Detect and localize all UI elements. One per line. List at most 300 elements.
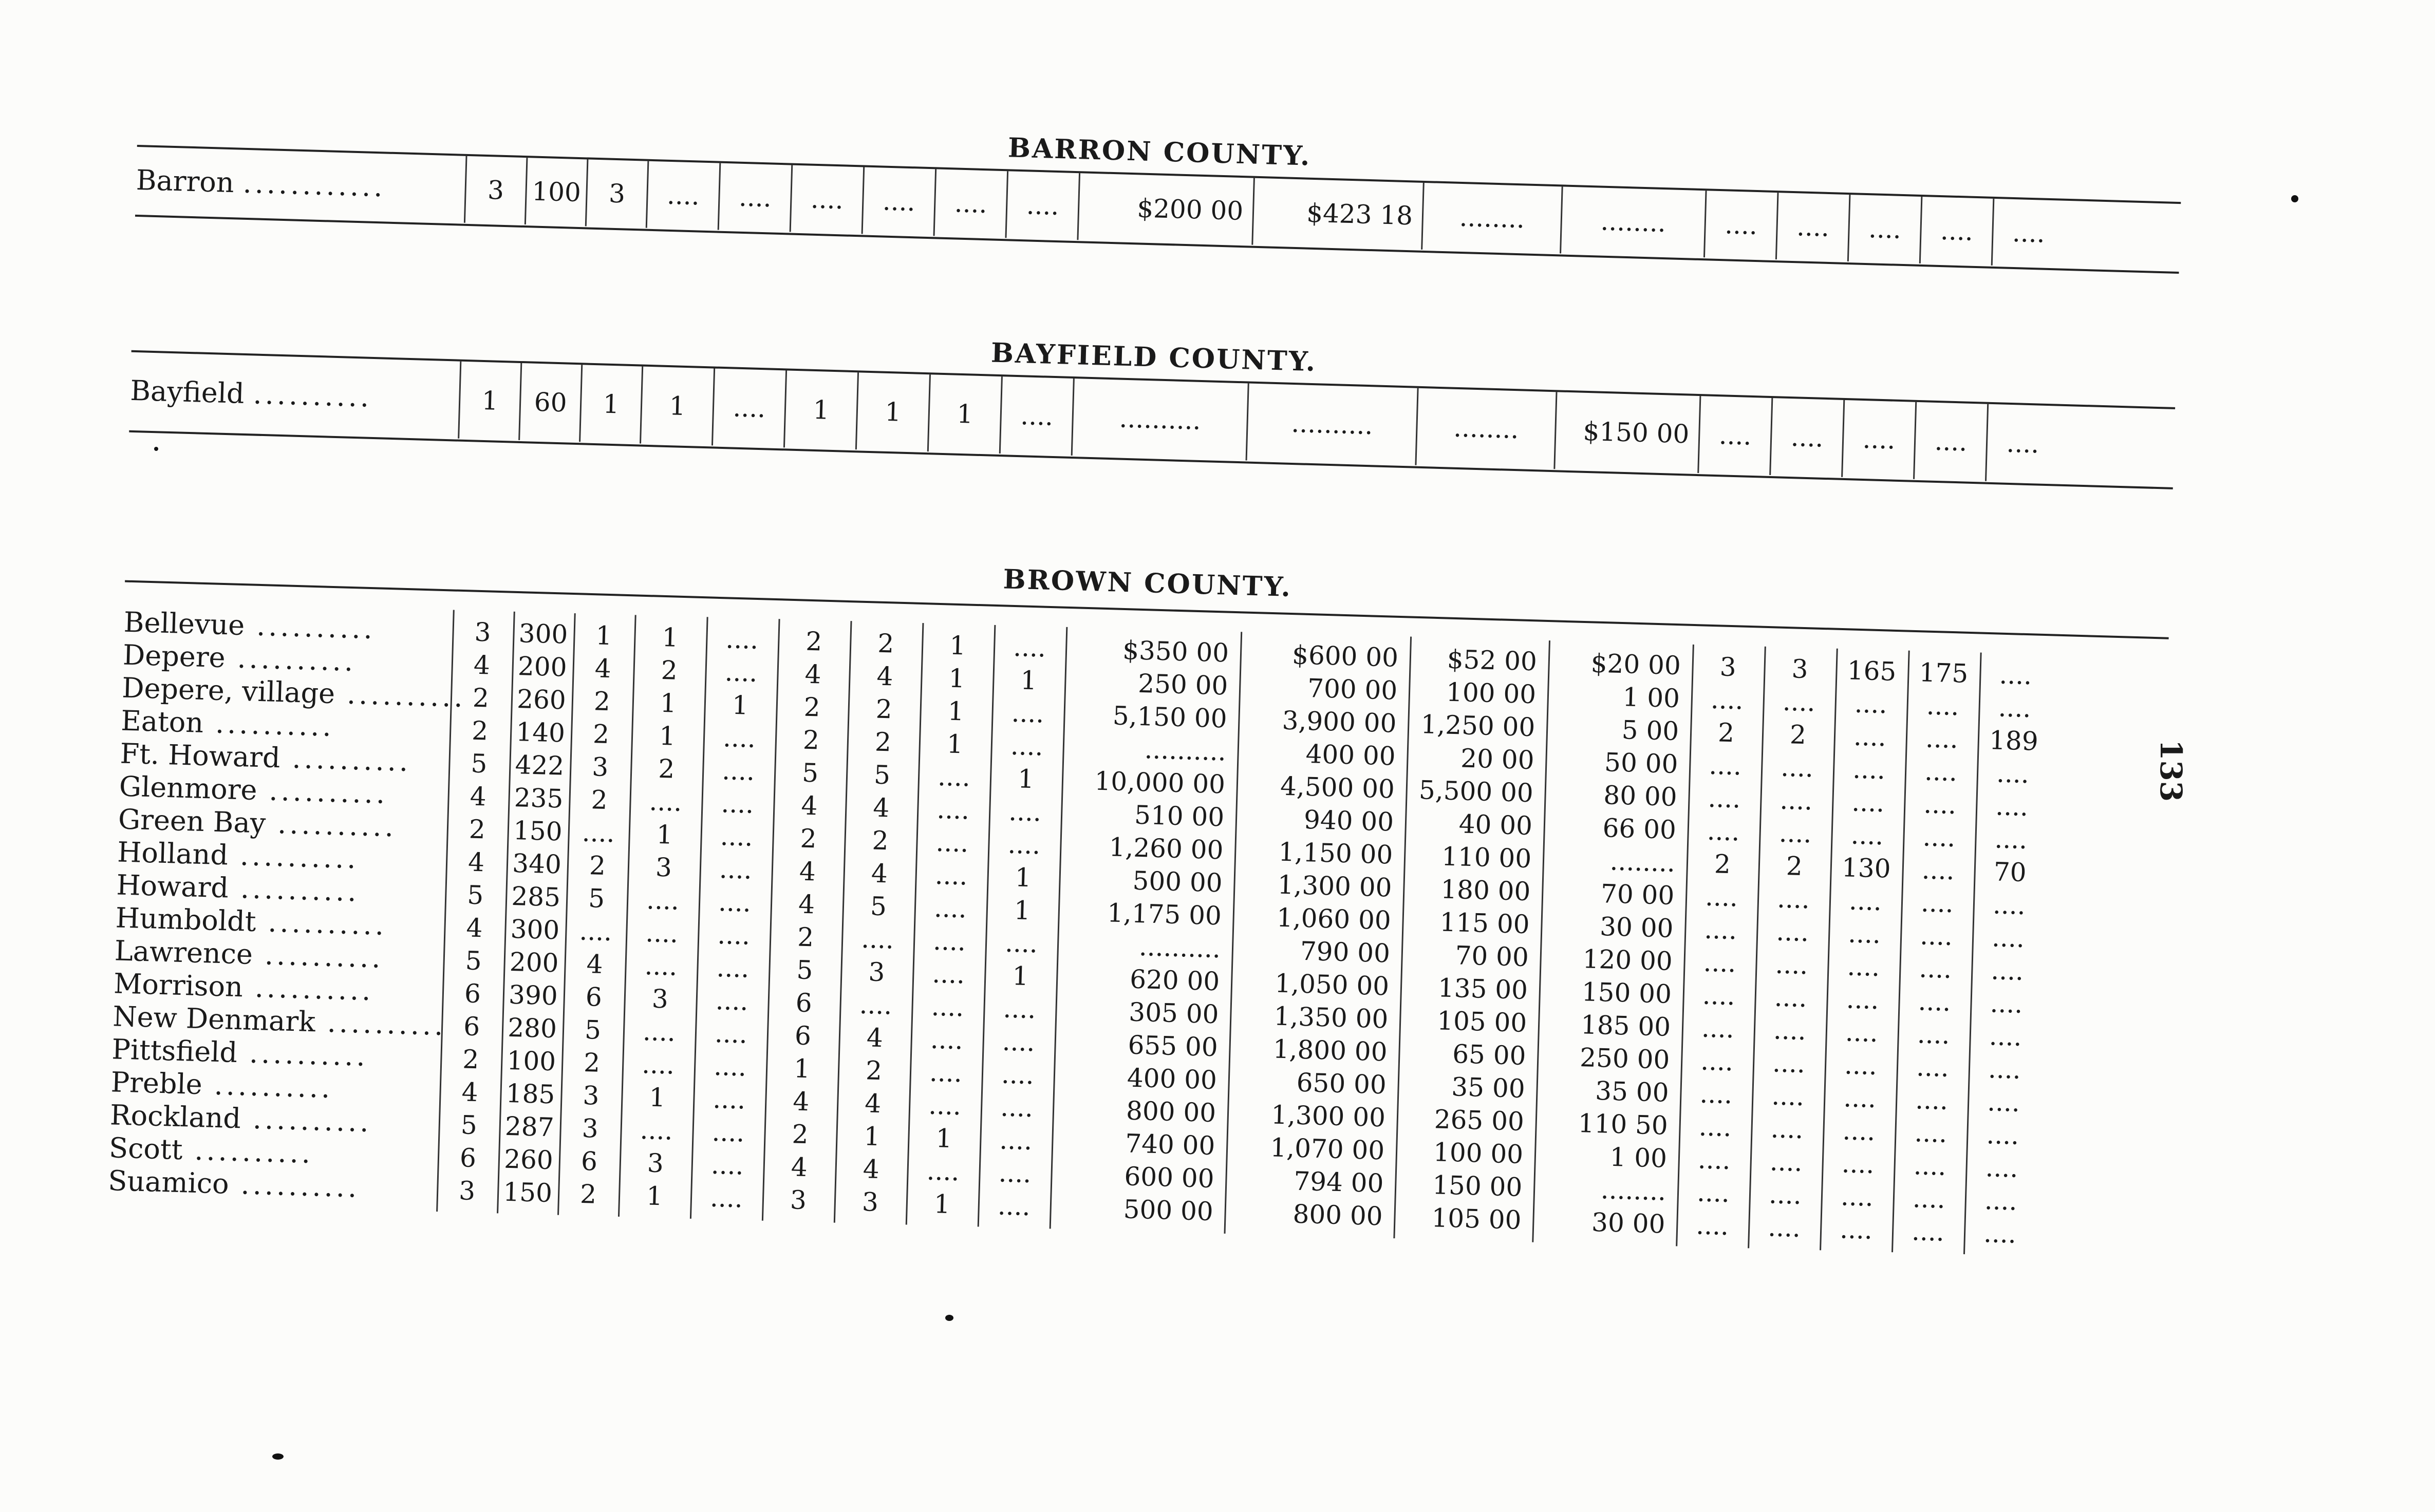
col-9-value: .... xyxy=(997,1190,1031,1222)
col-14-value: .... xyxy=(1696,1177,1730,1208)
col-13-value: 1 00 xyxy=(1609,1142,1668,1174)
col-16-value: .... xyxy=(1846,984,1880,1015)
col-15-value: .... xyxy=(1770,1113,1804,1145)
col-15-value: .... xyxy=(1769,1146,1803,1178)
col-5-value: .... xyxy=(719,854,753,885)
col-13-value: $150 00 xyxy=(1553,392,1699,473)
col-17-value: .... xyxy=(1912,1183,1946,1215)
town-name: New Denmark .......... xyxy=(112,1000,447,1042)
col-5-value: .... xyxy=(722,723,756,754)
col-6-value: 2 xyxy=(799,823,817,854)
col-8-value: 1 xyxy=(947,696,965,727)
col-9-value: .... xyxy=(1000,1092,1034,1123)
col-13-value: 80 00 xyxy=(1603,780,1678,812)
col-16-value: .... xyxy=(1841,1148,1875,1180)
town-name-text: Glenmore xyxy=(119,770,258,806)
col-11-value: 1,050 00 xyxy=(1274,968,1390,1001)
col-3-value: 1 xyxy=(595,620,613,651)
col-12-value: 35 00 xyxy=(1451,1072,1526,1104)
col-2-value: 140 xyxy=(515,717,566,748)
town-name-text: Suamico xyxy=(107,1164,230,1200)
county-title-barron: BARRON COUNTY. xyxy=(1007,132,1312,172)
col-7-value: 4 xyxy=(871,858,888,889)
col-5-value: .... xyxy=(717,920,751,951)
col-5-value: .... xyxy=(711,368,785,447)
col-5-value: .... xyxy=(709,1182,743,1214)
col-12-value: 105 00 xyxy=(1436,1006,1527,1038)
col-7-value: 4 xyxy=(864,1088,882,1119)
col-2-value: 150 xyxy=(513,815,563,847)
col-7-value: 1 xyxy=(855,372,929,451)
col-11-value: $600 00 xyxy=(1291,640,1399,673)
col-9-value: .... xyxy=(1004,928,1038,959)
col-16-value: .... xyxy=(1851,787,1885,818)
col-18-value: .... xyxy=(1992,890,2026,921)
col-12-value: 100 00 xyxy=(1433,1137,1524,1170)
col-16-value: .... xyxy=(1846,951,1881,982)
col-10-value: 800 00 xyxy=(1126,1095,1216,1128)
col-2-value: 390 xyxy=(508,979,558,1011)
col-12-value: 100 00 xyxy=(1446,677,1537,710)
col-10-value: 500 00 xyxy=(1132,865,1223,898)
col-17-value: .... xyxy=(1919,197,1993,266)
col-10-value: 655 00 xyxy=(1127,1030,1219,1063)
town-name-text: Barron xyxy=(136,163,235,199)
col-17-value: .... xyxy=(1919,920,1953,952)
col-2-value: 300 xyxy=(518,618,569,650)
col-5-value: .... xyxy=(716,953,750,984)
col-15-value: .... xyxy=(1771,1081,1805,1112)
town-name-text: Morrison xyxy=(113,967,244,1004)
col-18-value: .... xyxy=(1987,1087,2020,1118)
col-6-value: 2 xyxy=(805,626,823,657)
ink-speck xyxy=(154,447,158,451)
col-12-value: ........ xyxy=(1415,388,1556,469)
col-4-value: 1 xyxy=(661,622,679,653)
col-7-value: 2 xyxy=(865,1055,883,1086)
col-14-value: .... xyxy=(1697,1144,1731,1176)
col-8-value: .... xyxy=(932,925,966,957)
col-1-value: 1 xyxy=(458,362,520,440)
col-17-value: .... xyxy=(1917,1019,1951,1050)
col-17-value: .... xyxy=(1921,855,1955,886)
col-16-value: .... xyxy=(1839,1214,1873,1245)
col-1-value: 3 xyxy=(464,156,527,224)
town-name: Humboldt .......... xyxy=(115,901,388,942)
col-7-value: 1 xyxy=(863,1121,881,1152)
town-name-text: Holland xyxy=(117,836,229,872)
col-3-value: 1 xyxy=(579,365,642,443)
col-13-value: 66 00 xyxy=(1602,813,1677,845)
col-4-value: 1 xyxy=(646,1181,663,1212)
col-16-value: .... xyxy=(1854,688,1888,720)
col-15-value: .... xyxy=(1775,916,1809,948)
town-name: Depere .......... xyxy=(122,638,357,678)
col-7-value: 5 xyxy=(870,891,887,922)
col-14-value: .... xyxy=(1710,684,1744,715)
col-13-value: 1 00 xyxy=(1622,682,1680,714)
town-name: Lawrence .......... xyxy=(114,934,384,974)
col-14-value: .... xyxy=(1703,947,1737,978)
col-7-value: 2 xyxy=(874,727,892,758)
col-15-value: .... xyxy=(1775,193,1849,261)
col-6-value: 2 xyxy=(797,922,815,953)
col-13-value: 70 00 xyxy=(1600,879,1675,911)
col-4-value: 1 xyxy=(660,688,677,719)
col-18-value: .... xyxy=(1989,1021,2022,1052)
col-5-value: 1 xyxy=(732,690,749,721)
col-13-value: ........ xyxy=(1609,846,1676,878)
col-1-value: 2 xyxy=(469,814,486,845)
col-14-value: .... xyxy=(1699,1079,1733,1110)
col-4-value: .... xyxy=(640,1115,673,1146)
col-8-value: 1 xyxy=(933,1189,951,1219)
col-7-value: 4 xyxy=(866,1023,884,1053)
town-name: Bayfield .......... xyxy=(129,374,373,413)
col-5-value: .... xyxy=(720,788,755,819)
col-14-value: .... xyxy=(1703,191,1777,259)
col-6-value: 2 xyxy=(803,692,821,723)
col-14-value: .... xyxy=(1698,1111,1732,1143)
col-4-value: 2 xyxy=(660,655,678,686)
col-6-value: 2 xyxy=(791,1119,809,1150)
col-8-value: .... xyxy=(931,991,965,1023)
col-11-value: 800 00 xyxy=(1292,1199,1383,1232)
col-18-value: .... xyxy=(1983,1218,2017,1249)
col-2-value: 60 xyxy=(518,363,581,442)
col-6-value: 2 xyxy=(802,725,820,755)
col-11-value: 794 00 xyxy=(1293,1166,1384,1199)
col-6-value: 4 xyxy=(798,889,815,920)
town-name: Howard .......... xyxy=(116,868,360,908)
col-13-value: ........ xyxy=(1560,186,1706,257)
col-17-value: .... xyxy=(1914,1118,1948,1149)
col-15-value: .... xyxy=(1773,1015,1807,1046)
col-12-value: 105 00 xyxy=(1431,1203,1522,1235)
col-2-value: 340 xyxy=(512,848,562,880)
col-16-value: .... xyxy=(1845,1017,1879,1048)
col-5-value: .... xyxy=(718,163,792,232)
col-11-value: 1,800 00 xyxy=(1272,1034,1388,1067)
col-4-value: 2 xyxy=(658,753,676,784)
col-6-value: 6 xyxy=(795,988,813,1018)
col-15-value: .... xyxy=(1774,982,1808,1013)
col-14-value: .... xyxy=(1708,750,1742,781)
col-11-value: 1,300 00 xyxy=(1270,1100,1386,1133)
col-2-value: 300 xyxy=(510,914,560,946)
col-18-value: .... xyxy=(1990,955,2024,987)
col-6-value: 4 xyxy=(804,659,822,690)
col-18-value: .... xyxy=(1991,199,2065,268)
col-4-value: 1 xyxy=(659,721,676,751)
col-8-value: 1 xyxy=(935,1123,953,1154)
col-13-value: $20 00 xyxy=(1590,648,1681,681)
col-1-value: 4 xyxy=(473,650,491,681)
col-6-value: 4 xyxy=(800,790,818,821)
col-2-value: 285 xyxy=(511,881,561,913)
col-1-value: 6 xyxy=(463,1011,480,1042)
col-9-value: .... xyxy=(999,1125,1033,1156)
col-10-value: 10,000 00 xyxy=(1094,766,1226,800)
col-4-value: .... xyxy=(645,918,679,949)
col-7-value: 4 xyxy=(876,661,894,692)
col-15-value: .... xyxy=(1780,752,1814,783)
col-4-value: 3 xyxy=(655,852,672,883)
col-8-value: 1 xyxy=(948,663,966,694)
col-12-value: ........ xyxy=(1421,183,1562,253)
town-name: Scott .......... xyxy=(108,1131,314,1170)
col-2-value: 422 xyxy=(514,749,565,781)
col-9-value: 1 xyxy=(1014,895,1031,926)
col-10-value: 5,150 00 xyxy=(1112,701,1228,734)
col-9-value: .... xyxy=(999,376,1073,456)
town-name-text: Depere xyxy=(122,638,226,674)
town-name-text: Rockland xyxy=(109,1099,241,1135)
col-2-value: 287 xyxy=(504,1111,555,1143)
col-15-value: 2 xyxy=(1789,720,1807,750)
col-3-value: 2 xyxy=(592,719,610,750)
col-13-value: 5 00 xyxy=(1621,715,1679,747)
col-16-value: .... xyxy=(1847,195,1921,263)
town-name: Holland .......... xyxy=(117,836,360,875)
town-name-text: Preble xyxy=(110,1066,203,1101)
town-name: Rockland .......... xyxy=(109,1099,372,1139)
col-3-value: 6 xyxy=(585,981,603,1012)
col-2-value: 185 xyxy=(505,1078,556,1110)
col-17-value: .... xyxy=(1915,1085,1949,1116)
col-7-value: 4 xyxy=(872,792,890,823)
col-3-value: .... xyxy=(578,916,613,947)
col-10-value: 620 00 xyxy=(1129,964,1221,997)
col-8-value: .... xyxy=(933,169,1007,238)
col-9-value: .... xyxy=(1001,1059,1035,1090)
town-name-text: Green Bay xyxy=(118,803,267,840)
col-12-value: 180 00 xyxy=(1440,874,1531,907)
col-4-value: .... xyxy=(646,885,680,916)
col-16-value: .... xyxy=(1840,1181,1874,1213)
col-13-value: 250 00 xyxy=(1579,1043,1671,1075)
col-3-value: 6 xyxy=(580,1146,598,1177)
col-11-value: 1,350 00 xyxy=(1273,1001,1389,1034)
col-7-value: 3 xyxy=(868,957,886,988)
col-15-value: .... xyxy=(1782,686,1816,717)
col-2-value: 260 xyxy=(503,1144,554,1176)
col-8-value: 1 xyxy=(949,630,966,661)
col-2-value: 200 xyxy=(509,947,559,978)
town-name: Preble .......... xyxy=(110,1066,334,1105)
town-name: Ft. Howard .......... xyxy=(119,737,412,778)
col-11-value: 400 00 xyxy=(1305,739,1396,771)
col-3-value: 4 xyxy=(586,949,604,979)
town-name: Depere, village .......... xyxy=(121,671,466,714)
col-18-value: .... xyxy=(1985,1152,2019,1183)
county-table-brown xyxy=(107,606,2168,1279)
town-name: Glenmore .......... xyxy=(119,770,389,810)
col-13-value: 120 00 xyxy=(1582,944,1673,977)
col-11-value: 4,500 00 xyxy=(1280,771,1395,804)
col-16-value: .... xyxy=(1843,1083,1877,1114)
col-8-value: 1 xyxy=(946,729,964,760)
col-15-value: .... xyxy=(1774,949,1809,980)
col-7-value: 2 xyxy=(871,825,889,856)
col-1-value: 5 xyxy=(466,880,484,911)
col-4-value: .... xyxy=(641,1049,675,1080)
col-18-value: .... xyxy=(1985,404,2059,483)
col-17-value: .... xyxy=(1922,822,1956,853)
col-14-value: 2 xyxy=(1714,849,1731,880)
col-11-value: 790 00 xyxy=(1300,936,1391,969)
col-17-value: .... xyxy=(1925,723,1959,754)
col-15-value: 2 xyxy=(1786,851,1803,882)
col-12-value: 115 00 xyxy=(1439,907,1530,940)
col-17-value: .... xyxy=(1911,1216,1945,1247)
col-7-value: .... xyxy=(860,923,894,955)
col-3-value: 3 xyxy=(591,752,609,783)
col-3-value: 3 xyxy=(582,1113,599,1144)
col-9-value: .... xyxy=(1002,993,1037,1025)
page-number: 133 xyxy=(2153,740,2188,802)
col-11-value: 700 00 xyxy=(1307,673,1398,706)
col-15-value: .... xyxy=(1772,1048,1806,1079)
col-14-value: 2 xyxy=(1717,717,1735,748)
col-1-value: 6 xyxy=(459,1143,477,1174)
town-name-text: Pittsfield xyxy=(111,1033,238,1069)
town-name: Pittsfield .......... xyxy=(111,1033,369,1073)
col-16-value: .... xyxy=(1842,1116,1876,1147)
col-9-value: 1 xyxy=(1020,665,1038,696)
col-8-value: 1 xyxy=(927,374,1001,453)
col-3-value: .... xyxy=(582,817,615,848)
col-7-value: 2 xyxy=(877,628,895,659)
col-16-value: .... xyxy=(1853,721,1887,752)
col-7-value: 3 xyxy=(861,1187,879,1218)
col-11-value: 1,300 00 xyxy=(1277,870,1393,903)
col-1-value: 2 xyxy=(462,1044,480,1075)
col-8-value: .... xyxy=(929,1057,963,1088)
col-4-value: 1 xyxy=(640,367,714,446)
col-3-value: 2 xyxy=(579,1179,597,1209)
col-15-value: .... xyxy=(1767,1212,1801,1243)
town-name-text: Humboldt xyxy=(115,901,257,938)
col-5-value: .... xyxy=(712,1084,746,1115)
col-2-value: 280 xyxy=(507,1012,557,1044)
town-name-text: Lawrence xyxy=(114,934,253,971)
col-14-value: .... xyxy=(1701,1013,1735,1044)
col-8-value: .... xyxy=(933,893,967,924)
col-10-value: 305 00 xyxy=(1128,997,1220,1030)
col-3-value: 5 xyxy=(584,1014,602,1045)
col-2-value: 235 xyxy=(514,782,564,814)
col-5-value: .... xyxy=(724,657,758,688)
col-6-value: 6 xyxy=(794,1020,812,1051)
col-5-value: .... xyxy=(721,755,755,786)
col-17-value: .... xyxy=(1920,887,1954,919)
town-name-text: New Denmark xyxy=(112,1000,316,1038)
col-1-value: 6 xyxy=(464,978,481,1009)
col-11-value: 1,150 00 xyxy=(1278,837,1394,870)
col-17-value: .... xyxy=(1916,1052,1950,1083)
col-15-value: .... xyxy=(1768,1179,1802,1211)
col-10-value: 250 00 xyxy=(1137,668,1229,701)
col-10-value: .......... xyxy=(1144,734,1227,767)
col-3-value: 5 xyxy=(588,883,605,914)
col-18-value: .... xyxy=(1998,659,2033,691)
col-17-value: .... xyxy=(1926,690,1960,722)
col-16-value: 130 xyxy=(1841,853,1891,884)
town-name: Bellevue .......... xyxy=(123,606,376,646)
town-name-text: Depere, village xyxy=(121,671,335,710)
col-1-value: 5 xyxy=(460,1110,478,1141)
col-10-value: $200 00 xyxy=(1077,173,1253,244)
col-10-value: 510 00 xyxy=(1134,800,1225,833)
col-10-value: .......... xyxy=(1138,932,1221,964)
col-18-value: .... xyxy=(1991,922,2025,954)
town-name: Green Bay .......... xyxy=(118,803,397,843)
town-name: Suamico .......... xyxy=(107,1164,361,1204)
col-1-value: 3 xyxy=(474,617,492,648)
col-10-value: 400 00 xyxy=(1127,1063,1218,1095)
town-name-text: Bayfield xyxy=(129,374,245,410)
col-9-value: 1 xyxy=(1017,764,1035,795)
col-5-value: .... xyxy=(720,821,754,852)
col-7-value: 5 xyxy=(873,760,891,790)
col-18-value: .... xyxy=(1986,1120,2020,1150)
town-name-text: Howard xyxy=(116,868,229,904)
col-10-value: 1,175 00 xyxy=(1107,898,1222,931)
col-11-value: 650 00 xyxy=(1296,1067,1387,1100)
col-1-value: 2 xyxy=(471,715,489,746)
col-12-value: 5,500 00 xyxy=(1418,775,1534,808)
col-18-value: .... xyxy=(1995,791,2029,822)
col-9-value: .... xyxy=(1007,829,1041,860)
col-2-value: 150 xyxy=(502,1177,553,1208)
col-2-value: 200 xyxy=(517,651,568,683)
col-12-value: 265 00 xyxy=(1434,1104,1525,1137)
col-16-value: 165 xyxy=(1847,655,1897,687)
town-name: Eaton .......... xyxy=(120,704,335,743)
col-13-value: ........ xyxy=(1600,1175,1666,1206)
col-8-value: .... xyxy=(936,794,970,825)
col-8-value: .... xyxy=(926,1156,960,1187)
col-17-value: .... xyxy=(1923,789,1957,820)
col-5-value: .... xyxy=(725,624,759,655)
col-3-value: 2 xyxy=(589,850,606,881)
col-4-value: 3 xyxy=(651,984,669,1014)
col-13-value: 150 00 xyxy=(1581,977,1672,1009)
ink-speck xyxy=(2291,195,2298,202)
col-4-value: .... xyxy=(646,161,720,230)
county-title-brown: BROWN COUNTY. xyxy=(1002,563,1293,603)
col-1-value: 3 xyxy=(458,1176,476,1206)
col-10-value: 740 00 xyxy=(1125,1128,1216,1161)
col-17-value: 175 xyxy=(1919,657,1969,689)
col-11-value: $423 18 xyxy=(1251,178,1423,250)
col-3-value: 3 xyxy=(582,1080,600,1111)
town-name-text: Ft. Howard xyxy=(119,737,281,774)
col-8-value: .... xyxy=(935,827,969,858)
col-5-value: .... xyxy=(715,986,749,1016)
col-14-value: .... xyxy=(1707,783,1741,814)
col-12-value: 40 00 xyxy=(1458,809,1533,841)
col-10-value: 600 00 xyxy=(1123,1161,1215,1194)
col-10-value: .......... xyxy=(1071,379,1248,460)
col-14-value: .... xyxy=(1707,816,1740,847)
col-1-value: 4 xyxy=(467,847,485,878)
col-15-value: .... xyxy=(1769,398,1843,477)
col-16-value: .... xyxy=(1852,754,1886,785)
col-2-value: 100 xyxy=(506,1045,556,1077)
col-8-value: .... xyxy=(931,958,965,990)
